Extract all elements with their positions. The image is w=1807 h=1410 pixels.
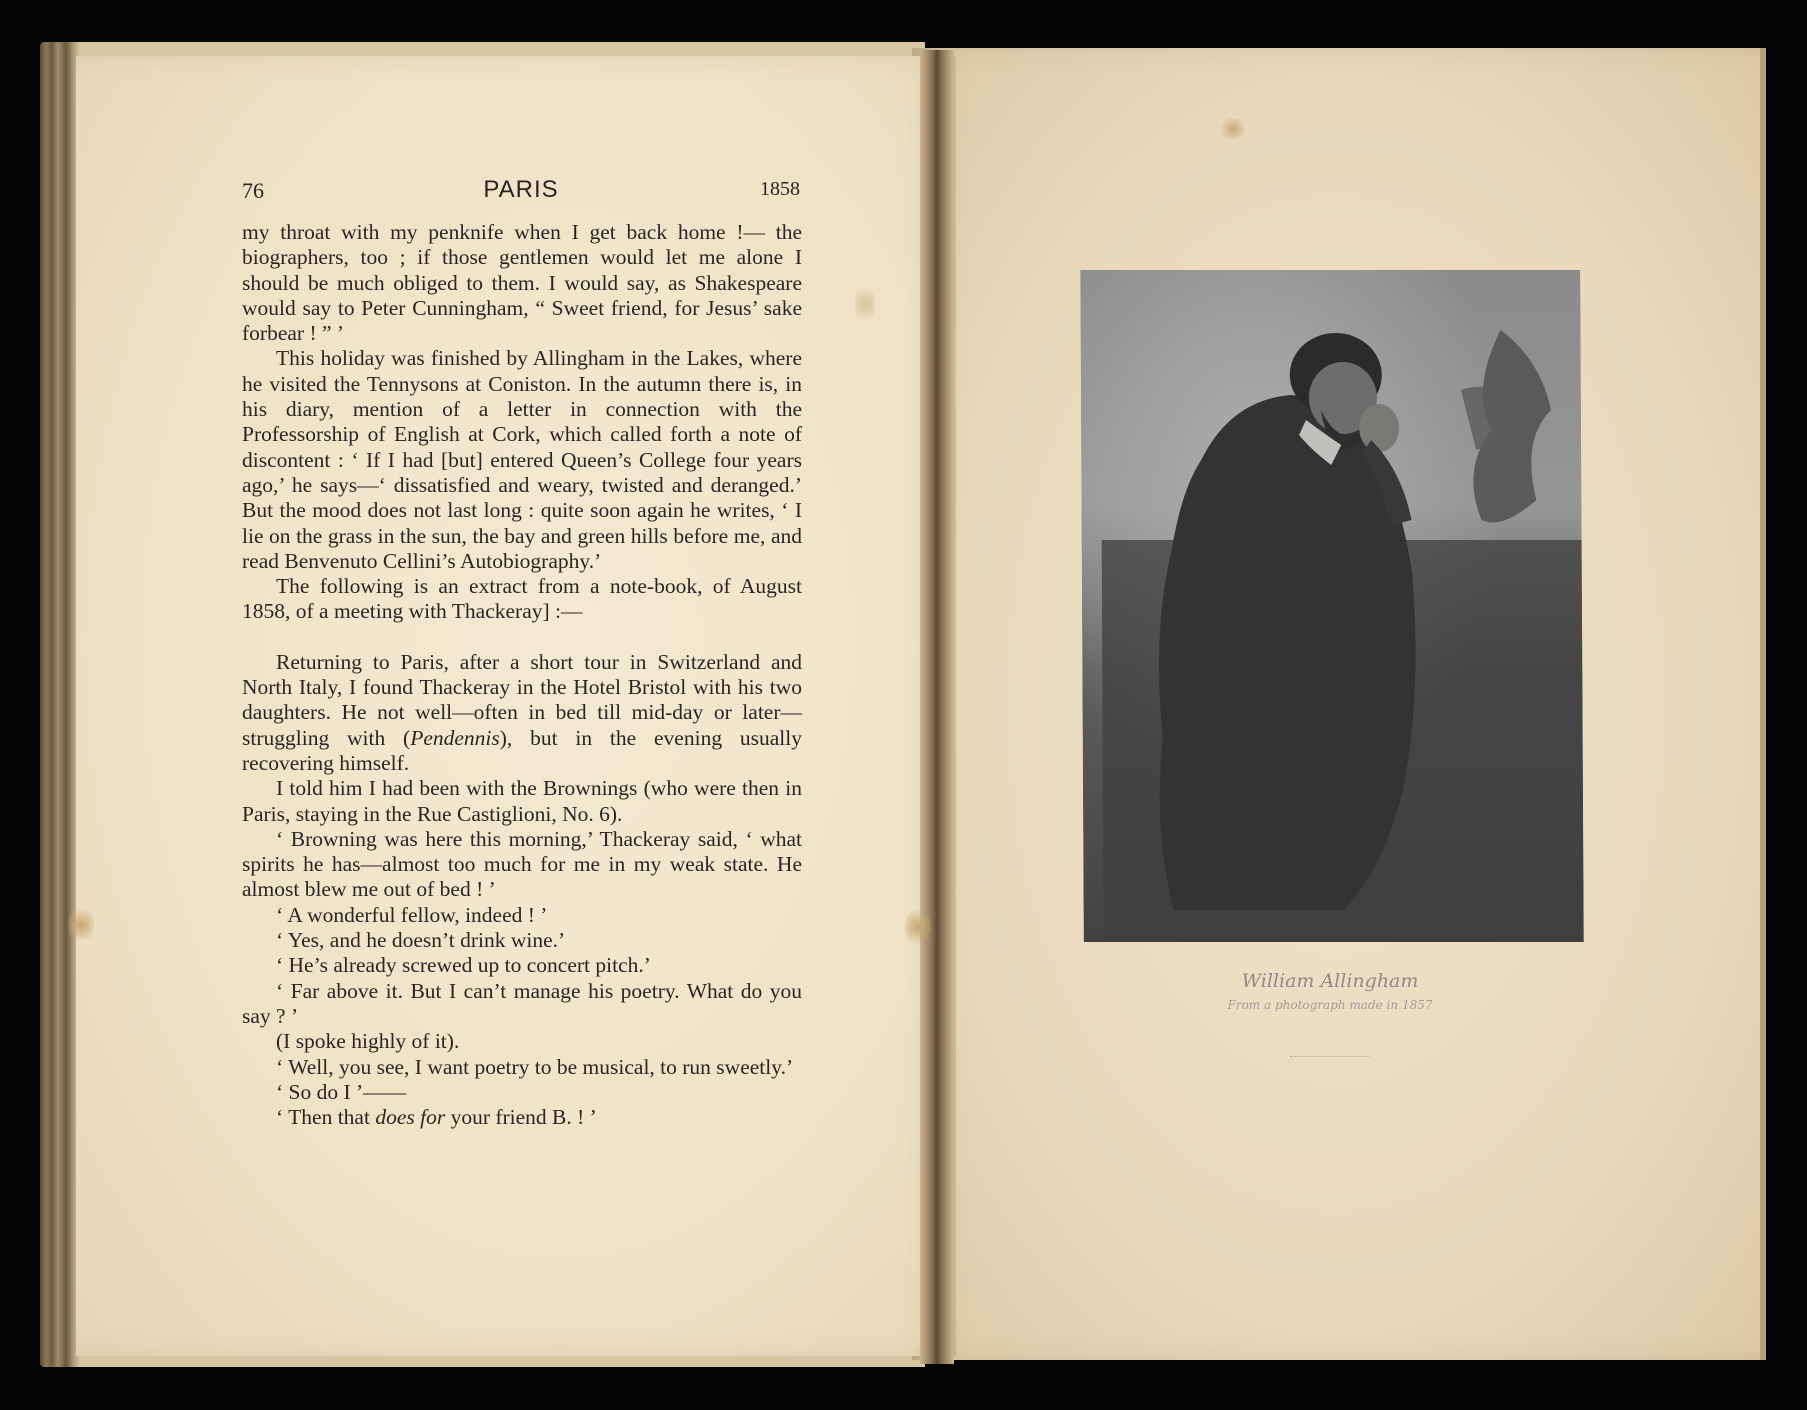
paragraph: ‘ Then that does for your friend B. ! ’ <box>276 1105 597 1130</box>
paragraph: ‘ Far above it. But I can’t manage his poetry. What do you say ? ’ <box>242 978 802 1028</box>
portrait-photograph <box>1080 270 1584 942</box>
portrait-caption-source: From a photograph made in 1857 <box>1227 998 1433 1012</box>
paper-stain <box>68 905 94 945</box>
paragraph: my throat with my penknife when I get back home !— the biographers, too ; if those gentlemen would let me alone I should be much obliged to them. I would say, as Shakespeare would say to Peter Cunningham, “ Sweet friend, for Jesus’ sake forbear ! ” ’ <box>242 220 802 346</box>
running-title: PARIS <box>483 176 559 203</box>
portrait-caption: William Allingham <box>1241 970 1419 992</box>
paragraph: This holiday was finished by Allingham in the Lakes, where he visited the Tennysons at Coniston. In the autumn there is, in his diary, mention of a letter in connection with the Professorship of English at Cork, which called forth a note of discontent : ‘ If I had [but] entered Queen’s College four years ago,’ he says—‘ dissatisfied and weary, twisted and deranged.’ But the mood does not last long : quite soon again he writes, ‘ I lie on the grass in the sun, the bay and green hills before me, and read Benvenuto Cellini’s Autobiography.’ <box>242 346 802 573</box>
page-number: 76 <box>242 178 264 203</box>
paper-stain <box>905 905 931 949</box>
paragraph: ‘ So do I ’—— <box>276 1079 407 1104</box>
paragraph: Returning to Paris, after a short tour in Switzerland and North Italy, I found Thackeray in the Hotel Bristol with his two daughters. He not well—often in bed till mid-day or later—struggling with (Pendennis), but in the evening usually recovering himself. <box>242 649 802 775</box>
paragraph: ‘ Well, you see, I want poetry to be musical, to run sweetly.’ <box>276 1054 794 1079</box>
paragraph: ‘ Browning was here this morning,’ Thackeray said, ‘ what spirits he has—almost too much for me in my weak state. He almost blew me out of bed ! ’ <box>242 826 802 902</box>
paper-stain <box>1218 118 1248 140</box>
paragraph-gap <box>242 625 802 650</box>
running-header <box>242 178 800 208</box>
paragraph: ‘ A wonderful fellow, indeed ! ’ <box>276 902 548 927</box>
paper-stain <box>855 280 875 328</box>
paragraph: ‘ He’s already screwed up to concert pitch.’ <box>276 953 651 978</box>
paragraph: The following is an extract from a note-book, of August 1858, of a meeting with Thackeray] :— <box>242 574 802 624</box>
paragraph: (I spoke highly of it). <box>276 1029 460 1054</box>
body-text <box>242 220 802 1130</box>
paragraph: ‘ Yes, and he doesn’t drink wine.’ <box>276 928 566 953</box>
portrait-image <box>1080 270 1584 942</box>
engraver-mark <box>1290 1050 1370 1057</box>
header-year: 1858 <box>760 178 800 200</box>
paragraph: I told him I had been with the Brownings (who were then in Paris, staying in the Rue Castiglioni, No. 6). <box>242 776 802 826</box>
book-gutter <box>920 50 954 1364</box>
